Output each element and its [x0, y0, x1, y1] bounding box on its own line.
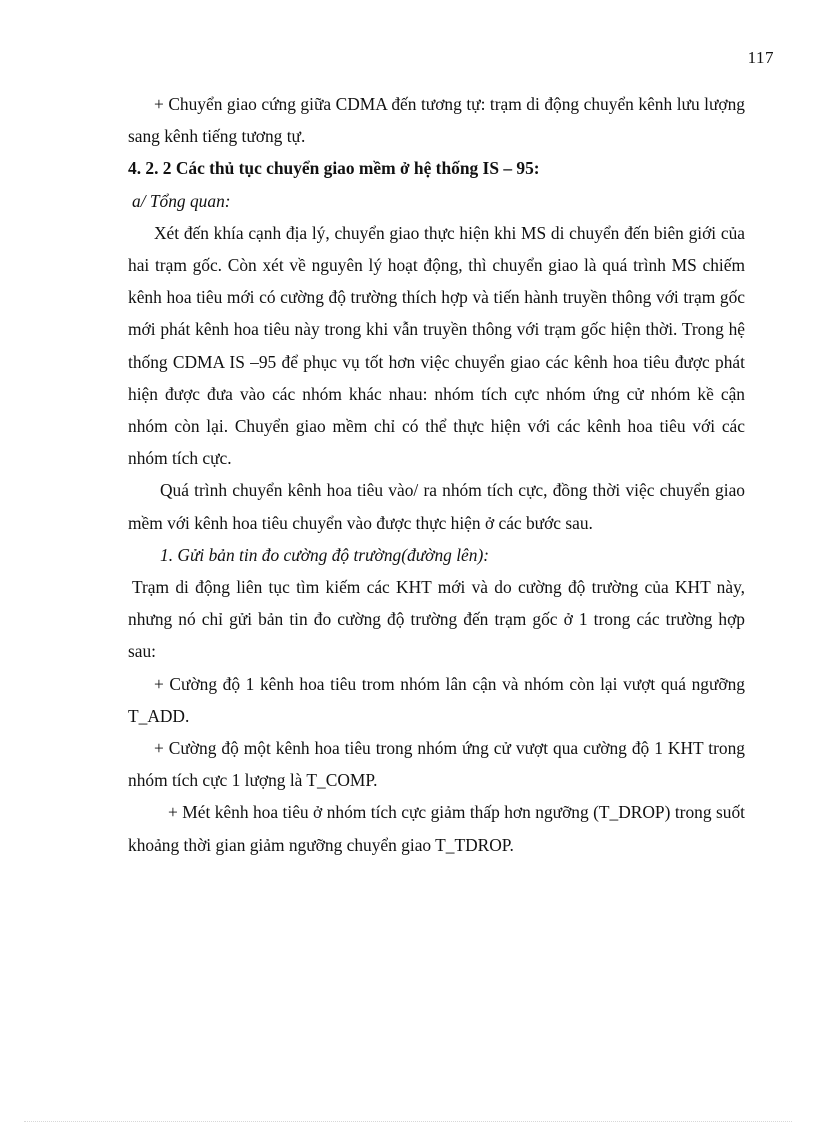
paragraph-measurement: Trạm di động liên tục tìm kiếm các KHT mới và do cường độ trường của KHT này, nhưng nó chỉ gửi bản tin đo cường độ trường đến trạm gốc ở 1 trong các trường hợp sau: [128, 577, 745, 662]
page-number: 117 [747, 48, 774, 67]
subsection-heading: a/ Tổng quan: [132, 190, 231, 211]
list-item-t-add: + Cường độ 1 kênh hoa tiêu trom nhóm lân cận và nhóm còn lại vượt quá ngưỡng T_ADD. [128, 673, 745, 726]
paragraph-hard-handoff: + Chuyển giao cứng giữa CDMA đến tương tự: trạm di động chuyển kênh lưu lượng sang kênh tiếng tương tự. [128, 94, 745, 147]
list-item-t-drop: + Mét kênh hoa tiêu ở nhóm tích cực giảm thấp hơn ngưỡng (T_DROP) trong suốt khoảng thời gian giảm ngưỡng chuyển giao T_TDROP. [128, 802, 745, 855]
document-body [128, 88, 745, 861]
page-bottom-divider [24, 1121, 792, 1122]
list-item-t-comp: + Cường độ một kênh hoa tiêu trong nhóm ứng cử vượt qua cường độ 1 KHT trong nhóm tích cực 1 lượng là T_COMP. [128, 738, 745, 791]
paragraph-process: Quá trình chuyển kênh hoa tiêu vào/ ra nhóm tích cực, đồng thời việc chuyển giao mềm với kênh hoa tiêu chuyển vào được thực hiện ở các bước sau. [128, 480, 745, 533]
paragraph-overview: Xét đến khía cạnh địa lý, chuyển giao thực hiện khi MS di chuyển đến biên giới của hai trạm gốc. Còn xét về nguyên lý hoạt động, thì chuyển giao là quá trình MS chiếm kênh hoa tiêu mới có cường độ trường thích hợp và tiến hành truyền thông với trạm gốc mới phát kênh hoa tiêu này trong khi vẫn truyền thông với trạm gốc hiện thời. Trong hệ thống CDMA IS –95 để phục vụ tốt hơn việc chuyển giao các kênh hoa tiêu được phát hiện được đưa vào các nhóm khác nhau: nhóm tích cực nhóm ứng cử nhóm kề cận nhóm còn lại. Chuyển giao mềm chỉ có thể thực hiện với các kênh hoa tiêu với các nhóm tích cực. [128, 222, 745, 469]
step-heading: 1. Gửi bản tin đo cường độ trường(đường lên): [160, 544, 490, 565]
section-heading: 4. 2. 2 Các thủ tục chuyển giao mềm ở hệ thống IS – 95: [128, 158, 540, 179]
